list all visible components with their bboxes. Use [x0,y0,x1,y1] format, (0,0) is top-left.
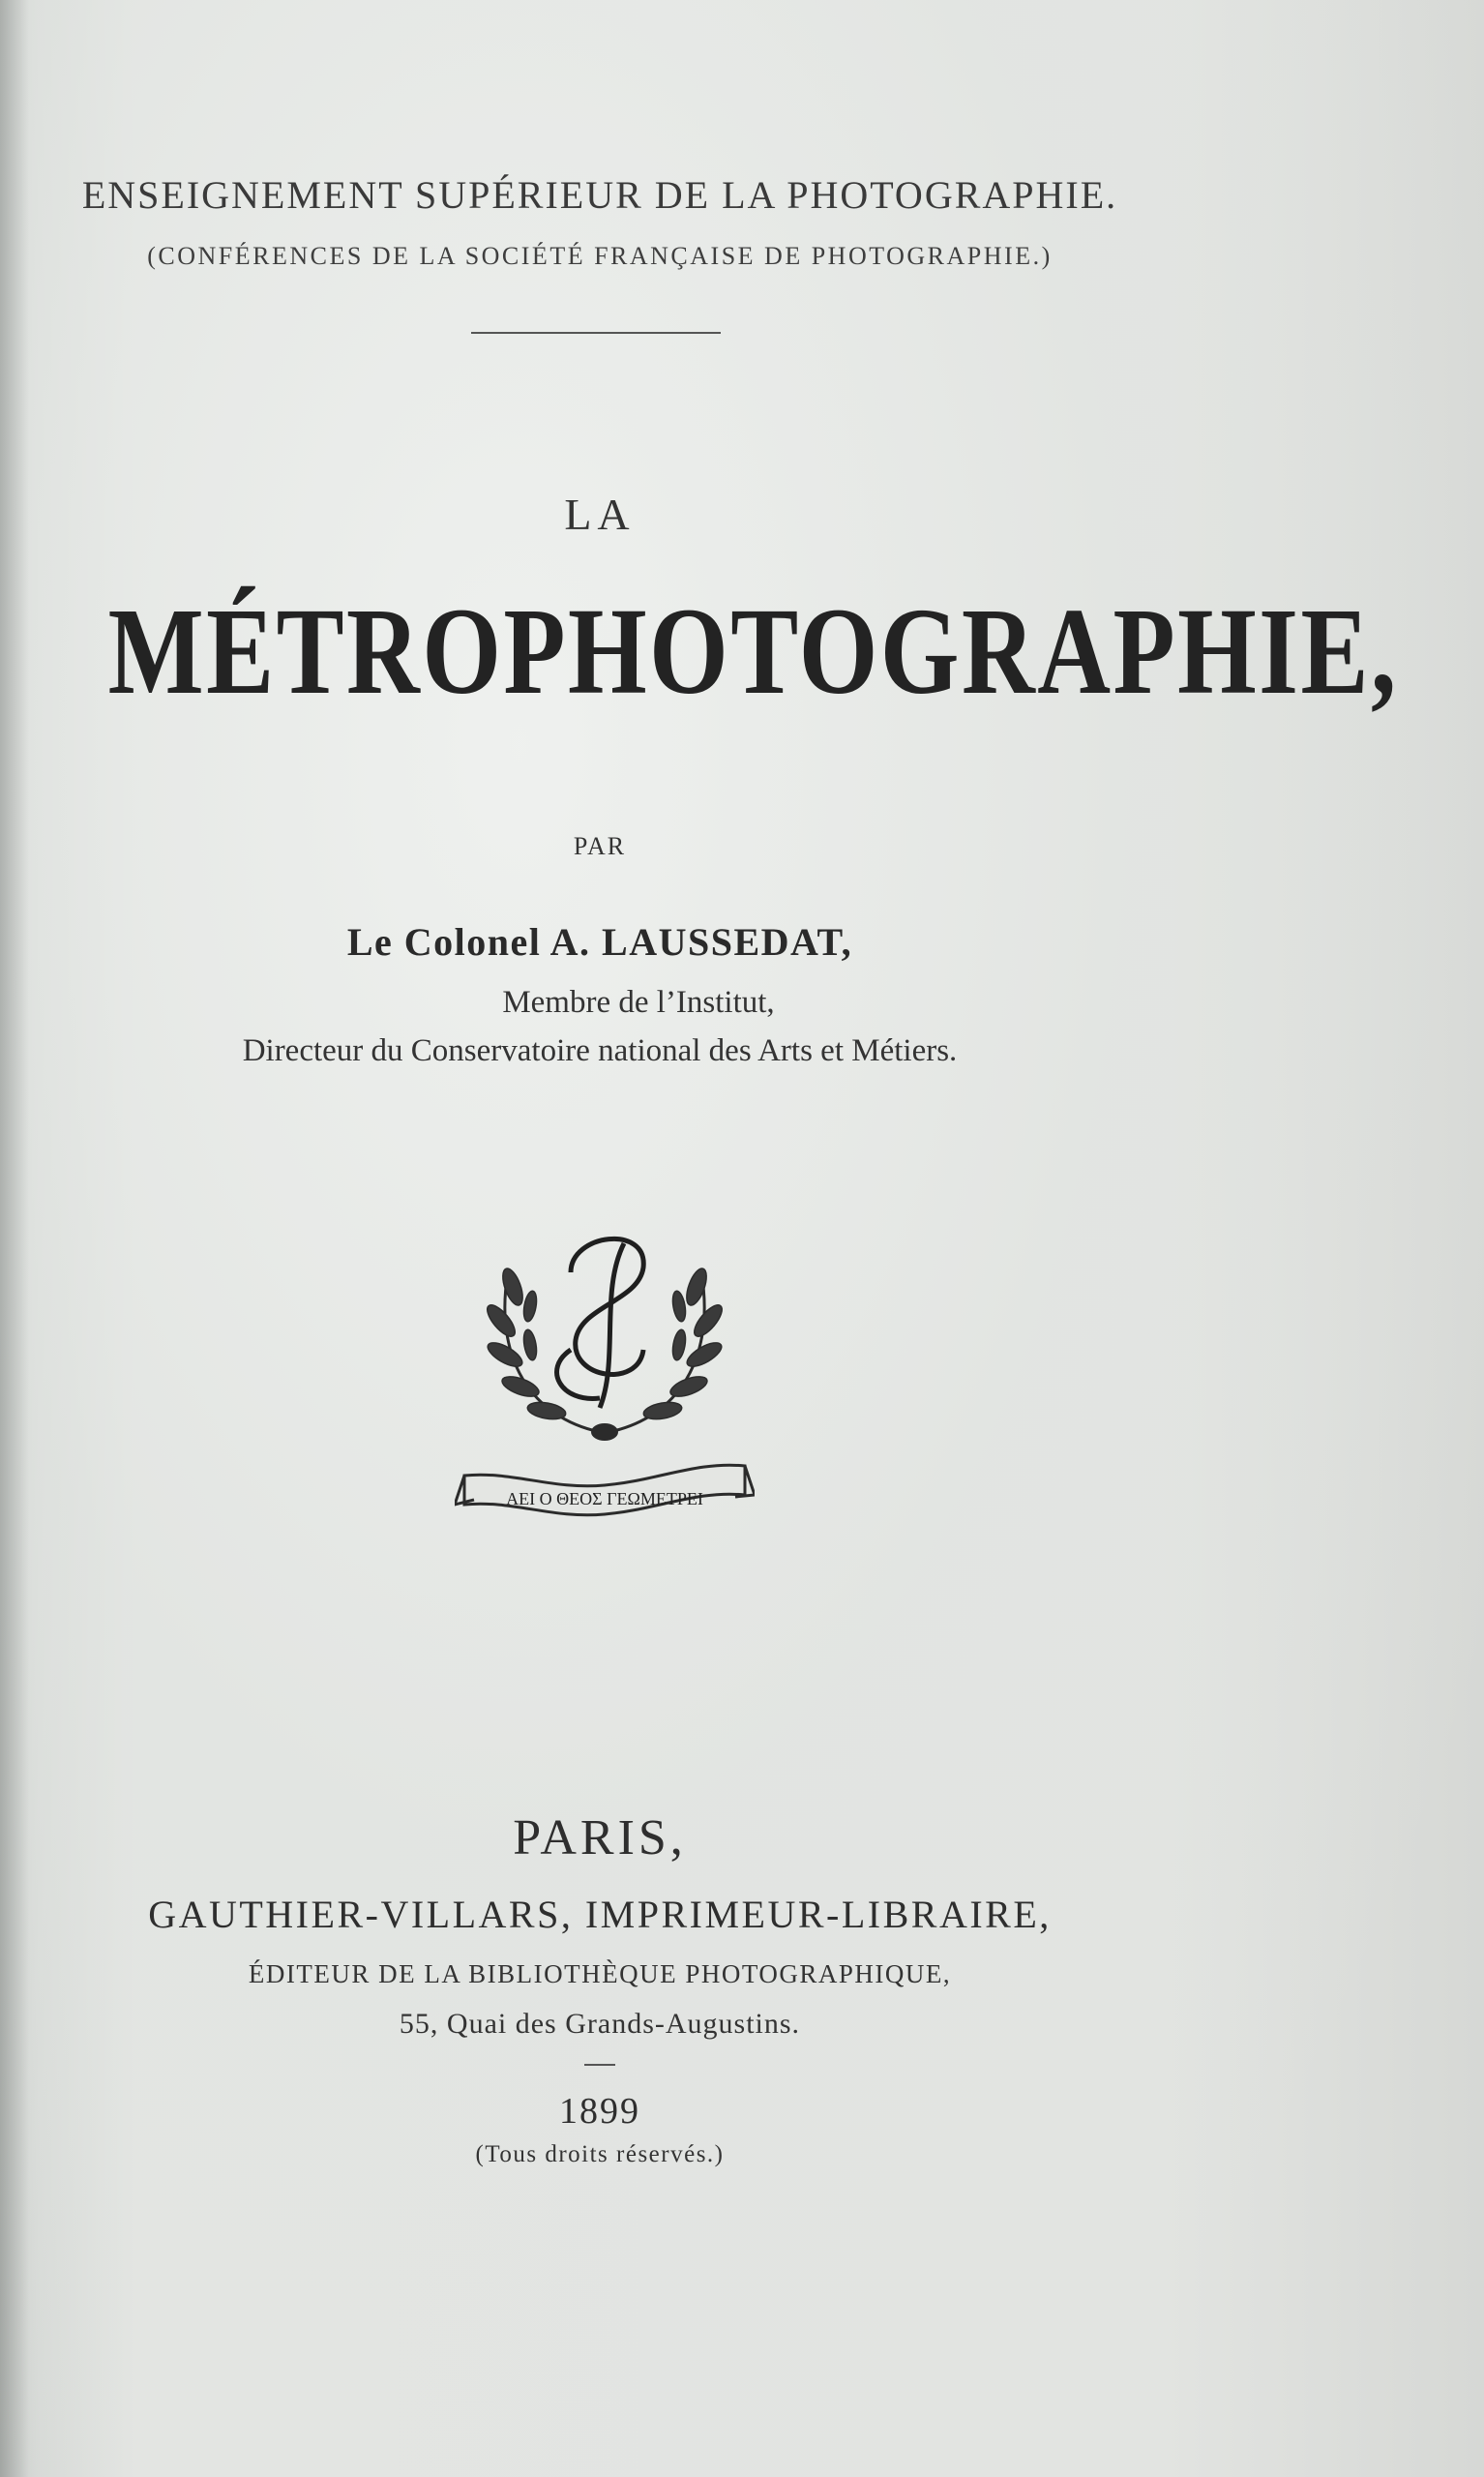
author-role-institut: Membre de l’Institut, [502,985,775,1020]
rights-notice: (Tous droits réservés.) [475,2141,725,2167]
imprint-city: PARIS, [513,1810,687,1865]
imprint-publisher: GAUTHIER-VILLARS, IMPRIMEUR-LIBRAIRE, [148,1893,1052,1936]
small-rule [584,2064,615,2066]
ornamental-rule [471,332,721,334]
imprint-address: 55, Quai des Grands-Augustins. [399,2008,801,2040]
imprint-editeur: ÉDITEUR DE LA BIBLIOTHÈQUE PHOTOGRAPHIQUE, [248,1959,952,1988]
imprint-year: 1899 [559,2091,640,2132]
author-role-directeur: Directeur du Conservatoire national des Arts et Métiers. [242,1033,958,1068]
series-heading: ENSEIGNEMENT SUPÉRIEUR DE LA PHOTOGRAPHIE. [81,173,1118,217]
main-title: MÉTROPHOTOGRAPHIE, [107,582,1399,720]
byline-par: PAR [573,832,627,860]
monogram-wreath-emblem-icon [455,1214,755,1534]
emblem-motto: ΑΕΙ Ο ΘΕΟΣ ΓΕΩΜΕΤΡΕΙ [506,1489,703,1508]
title-article: LA [564,490,636,539]
series-subheading: (CONFÉRENCES DE LA SOCIÉTÉ FRANÇAISE DE PHOTOGRAPHIE.) [147,242,1053,270]
author-name: Le Colonel A. LAUSSEDAT, [346,920,853,964]
